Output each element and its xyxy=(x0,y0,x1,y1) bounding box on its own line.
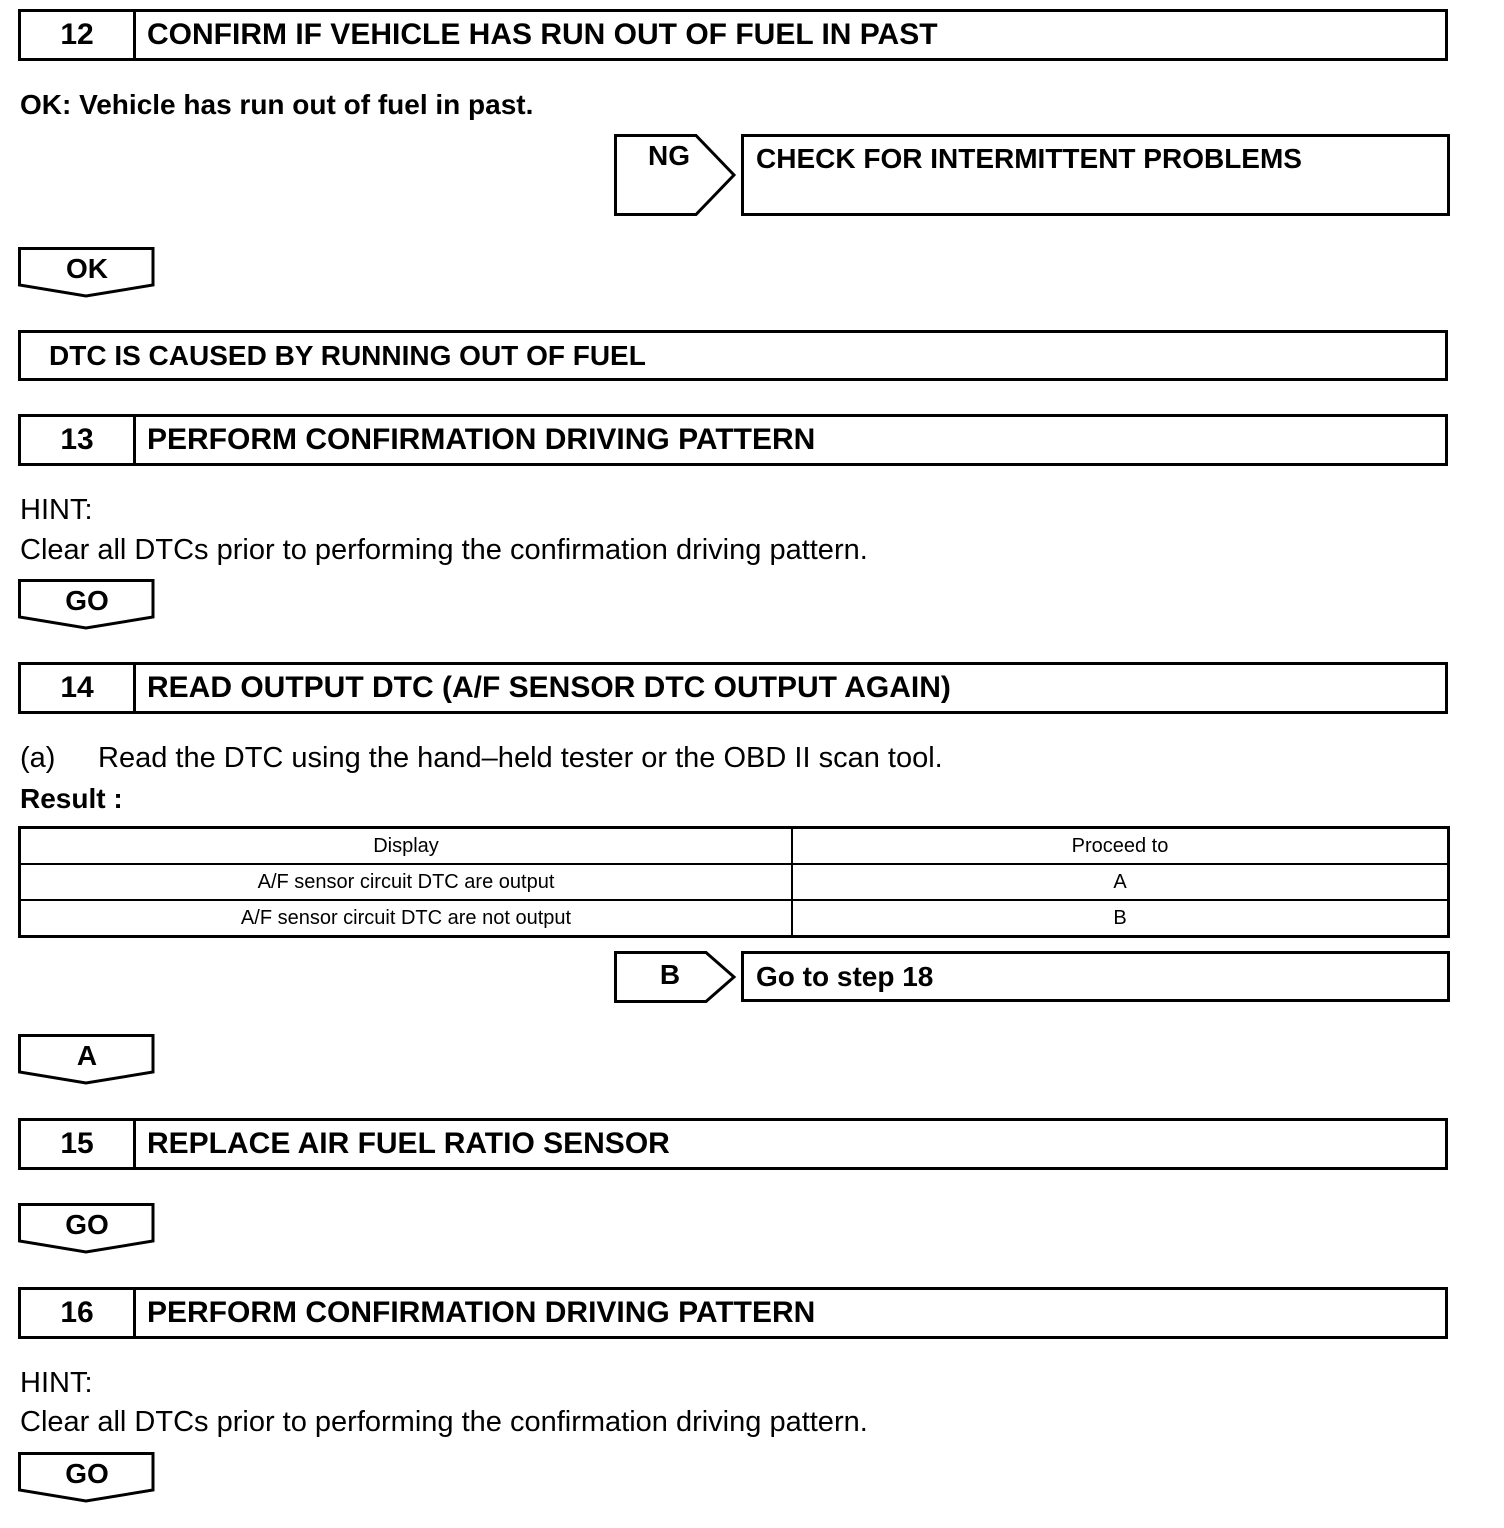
step-12-number: 12 xyxy=(21,12,136,58)
b-action-text: Go to step 18 xyxy=(756,961,934,992)
go-label: GO xyxy=(65,1458,109,1489)
table-cell-proceed: B xyxy=(792,900,1449,937)
step-16-hint-text: Clear all DTCs prior to performing the confirmation driving pattern. xyxy=(20,1406,868,1438)
step-12-result-text: DTC IS CAUSED BY RUNNING OUT OF FUEL xyxy=(49,339,646,371)
step-16-go-arrow xyxy=(18,1452,156,1504)
table-header-proceed: Proceed to xyxy=(792,828,1449,865)
step-14-instruction-marker: (a) xyxy=(20,742,56,774)
step-14-instruction-text: Read the DTC using the hand–held tester or the OBD II scan tool. xyxy=(98,742,943,774)
ok-label: OK xyxy=(66,253,108,284)
step-16-header xyxy=(18,1287,1448,1339)
table-header-row xyxy=(20,828,1449,865)
step-14-header xyxy=(18,662,1448,714)
step-13-hint-label: HINT: xyxy=(20,494,93,526)
step-15-go-arrow xyxy=(18,1203,156,1255)
step-14-result-label: Result : xyxy=(20,783,123,814)
step-15-number: 15 xyxy=(21,1121,136,1167)
step-13-number: 13 xyxy=(21,417,136,463)
step-15-title: REPLACE AIR FUEL RATIO SENSOR xyxy=(147,1127,670,1160)
go-label: GO xyxy=(65,585,109,616)
step-16-hint-label: HINT: xyxy=(20,1367,93,1399)
step-12-ng-action-box xyxy=(741,134,1450,216)
step-12-ok-arrow xyxy=(18,247,156,299)
step-14-title: READ OUTPUT DTC (A/F SENSOR DTC OUTPUT AGAIN) xyxy=(147,671,951,704)
step-16-number: 16 xyxy=(21,1290,136,1336)
table-cell-display: A/F sensor circuit DTC are not output xyxy=(20,900,793,937)
step-12-title: CONFIRM IF VEHICLE HAS RUN OUT OF FUEL IN PAST xyxy=(147,18,938,51)
a-label: A xyxy=(76,1040,98,1071)
step-13-title: PERFORM CONFIRMATION DRIVING PATTERN xyxy=(147,423,816,456)
table-cell-display: A/F sensor circuit DTC are output xyxy=(20,864,793,900)
step-12-ok-condition: OK: Vehicle has run out of fuel in past. xyxy=(20,89,534,120)
step-13-hint-text: Clear all DTCs prior to performing the confirmation driving pattern. xyxy=(20,534,868,566)
step-15-header xyxy=(18,1118,1448,1170)
step-12-result-box xyxy=(18,330,1448,381)
step-12-header xyxy=(18,9,1448,61)
b-label: B xyxy=(659,959,681,990)
ng-action-text: CHECK FOR INTERMITTENT PROBLEMS xyxy=(756,143,1302,174)
step-14-b-arrow xyxy=(614,951,738,1003)
ng-label: NG xyxy=(648,140,690,171)
step-12-ng-arrow xyxy=(614,134,738,218)
table-row xyxy=(20,900,1449,937)
step-14-number: 14 xyxy=(21,665,136,711)
step-13-header xyxy=(18,414,1448,466)
table-row xyxy=(20,864,1449,900)
step-13-go-arrow xyxy=(18,579,156,631)
result-table xyxy=(18,826,1450,938)
step-14-a-arrow xyxy=(18,1034,156,1086)
step-16-title: PERFORM CONFIRMATION DRIVING PATTERN xyxy=(147,1296,816,1329)
table-header-display: Display xyxy=(20,828,793,865)
go-label: GO xyxy=(65,1209,109,1240)
table-cell-proceed: A xyxy=(792,864,1449,900)
step-14-b-action-box xyxy=(741,951,1450,1002)
